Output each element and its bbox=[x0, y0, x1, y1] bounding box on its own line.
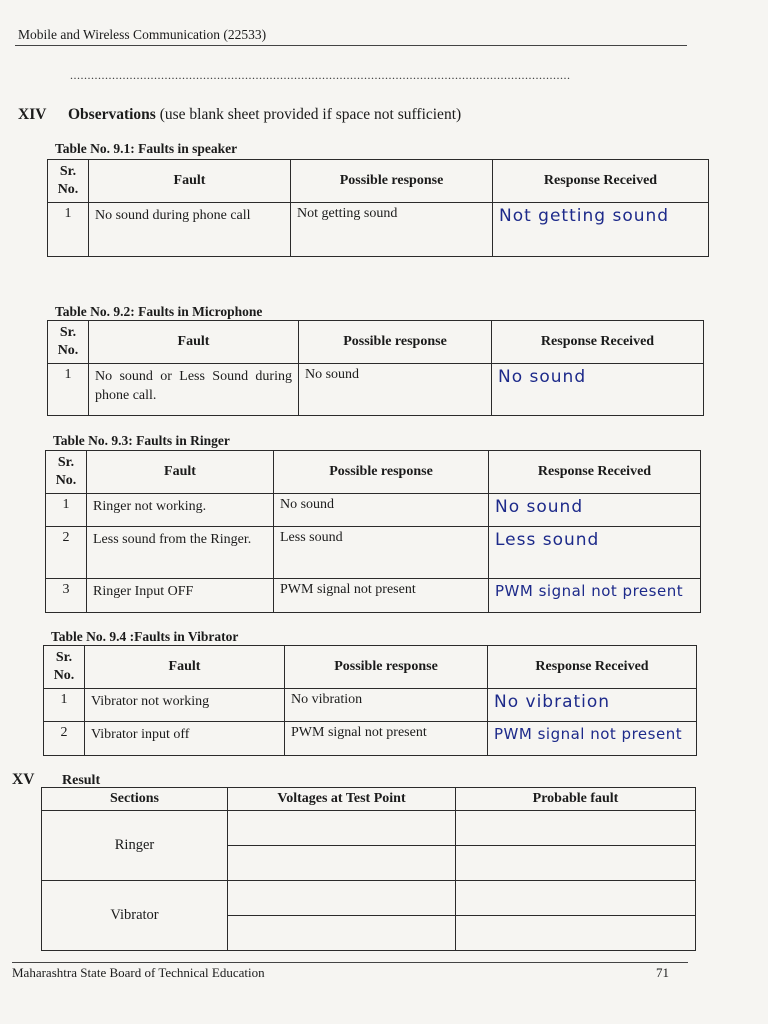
cell-voltage-blank bbox=[228, 846, 456, 881]
cell-fault-blank bbox=[456, 881, 696, 916]
cell-voltage-blank bbox=[228, 811, 456, 846]
table-row bbox=[46, 494, 701, 527]
cell-possible: PWM signal not present bbox=[285, 722, 488, 756]
cell-fault: Ringer not working. bbox=[87, 494, 274, 527]
col-header-possible: Possible response bbox=[274, 451, 489, 494]
section-title-result: Result bbox=[62, 773, 101, 788]
cell-fault: No sound or Less Sound during phone call. bbox=[89, 364, 299, 416]
col-header-sr: Sr. No. bbox=[46, 451, 87, 494]
cell-sr: 2 bbox=[44, 722, 85, 756]
col-header-voltages: Voltages at Test Point bbox=[228, 788, 456, 811]
table-speaker-faults bbox=[47, 159, 709, 257]
observations-note: (use blank sheet provided if space not sufficient) bbox=[155, 106, 462, 123]
cell-sr: 1 bbox=[48, 364, 89, 416]
col-header-probable-fault: Probable fault bbox=[456, 788, 696, 811]
col-header-possible: Possible response bbox=[291, 160, 493, 203]
cell-fault: Vibrator input off bbox=[85, 722, 285, 756]
cell-received-handwritten: Less sound bbox=[489, 527, 701, 579]
observations-label: Observations bbox=[68, 106, 156, 123]
cell-possible: Less sound bbox=[274, 527, 489, 579]
section-number-result: XV bbox=[12, 771, 35, 788]
section-label-ringer: Ringer bbox=[42, 811, 228, 881]
col-header-sr: Sr. No. bbox=[48, 160, 89, 203]
table-vibrator-faults bbox=[43, 645, 697, 756]
cell-sr: 1 bbox=[48, 203, 89, 257]
cell-fault: Ringer Input OFF bbox=[87, 579, 274, 613]
col-header-sr: Sr. No. bbox=[48, 321, 89, 364]
table-caption-speaker: Table No. 9.1: Faults in speaker bbox=[55, 141, 238, 156]
cell-sr: 2 bbox=[46, 527, 87, 579]
col-header-fault: Fault bbox=[85, 646, 285, 689]
page-number: 71 bbox=[656, 965, 669, 980]
cell-possible: No sound bbox=[299, 364, 492, 416]
cell-sr: 1 bbox=[44, 689, 85, 722]
cell-received-handwritten: No vibration bbox=[488, 689, 697, 722]
col-header-fault: Fault bbox=[87, 451, 274, 494]
dotted-fill-line: ............................................................................................................................................... bbox=[70, 68, 571, 82]
header-divider bbox=[15, 45, 687, 46]
cell-received-handwritten: PWM signal not present bbox=[488, 722, 697, 756]
section-title-observations bbox=[68, 106, 461, 124]
table-result bbox=[41, 787, 696, 951]
cell-possible: Not getting sound bbox=[291, 203, 493, 257]
col-header-received: Response Received bbox=[493, 160, 709, 203]
table-row bbox=[44, 689, 697, 722]
footer-divider bbox=[12, 962, 688, 963]
cell-received-handwritten: No sound bbox=[489, 494, 701, 527]
cell-fault: No sound during phone call bbox=[89, 203, 291, 257]
col-header-fault: Fault bbox=[89, 321, 299, 364]
table-caption-ringer: Table No. 9.3: Faults in Ringer bbox=[53, 433, 230, 448]
cell-fault: Vibrator not working bbox=[85, 689, 285, 722]
cell-sr: 3 bbox=[46, 579, 87, 613]
cell-possible: PWM signal not present bbox=[274, 579, 489, 613]
cell-voltage-blank bbox=[228, 916, 456, 951]
footer-board-name: Maharashtra State Board of Technical Education bbox=[12, 965, 265, 980]
col-header-possible: Possible response bbox=[299, 321, 492, 364]
table-row bbox=[42, 811, 696, 846]
cell-voltage-blank bbox=[228, 881, 456, 916]
cell-fault: Less sound from the Ringer. bbox=[87, 527, 274, 579]
col-header-fault: Fault bbox=[89, 160, 291, 203]
table-row bbox=[42, 881, 696, 916]
table-microphone-faults bbox=[47, 320, 704, 416]
cell-sr: 1 bbox=[46, 494, 87, 527]
col-header-received: Response Received bbox=[489, 451, 701, 494]
cell-possible: No sound bbox=[274, 494, 489, 527]
cell-fault-blank bbox=[456, 846, 696, 881]
table-row bbox=[46, 527, 701, 579]
table-row bbox=[44, 722, 697, 756]
cell-received-handwritten: Not getting sound bbox=[493, 203, 709, 257]
col-header-sr: Sr. No. bbox=[44, 646, 85, 689]
cell-fault-blank bbox=[456, 811, 696, 846]
col-header-received: Response Received bbox=[488, 646, 697, 689]
cell-possible: No vibration bbox=[285, 689, 488, 722]
table-caption-vibrator: Table No. 9.4 :Faults in Vibrator bbox=[51, 629, 239, 644]
table-row bbox=[48, 203, 709, 257]
table-row bbox=[48, 364, 704, 416]
table-caption-microphone: Table No. 9.2: Faults in Microphone bbox=[55, 304, 263, 319]
cell-fault-blank bbox=[456, 916, 696, 951]
col-header-received: Response Received bbox=[492, 321, 704, 364]
section-label-vibrator: Vibrator bbox=[42, 881, 228, 951]
cell-received-handwritten: PWM signal not present bbox=[489, 579, 701, 613]
cell-received-handwritten: No sound bbox=[492, 364, 704, 416]
section-number-observations: XIV bbox=[18, 106, 47, 123]
col-header-possible: Possible response bbox=[285, 646, 488, 689]
table-ringer-faults bbox=[45, 450, 701, 613]
col-header-sections: Sections bbox=[42, 788, 228, 811]
document-header: Mobile and Wireless Communication (22533) bbox=[18, 27, 267, 42]
table-row bbox=[46, 579, 701, 613]
